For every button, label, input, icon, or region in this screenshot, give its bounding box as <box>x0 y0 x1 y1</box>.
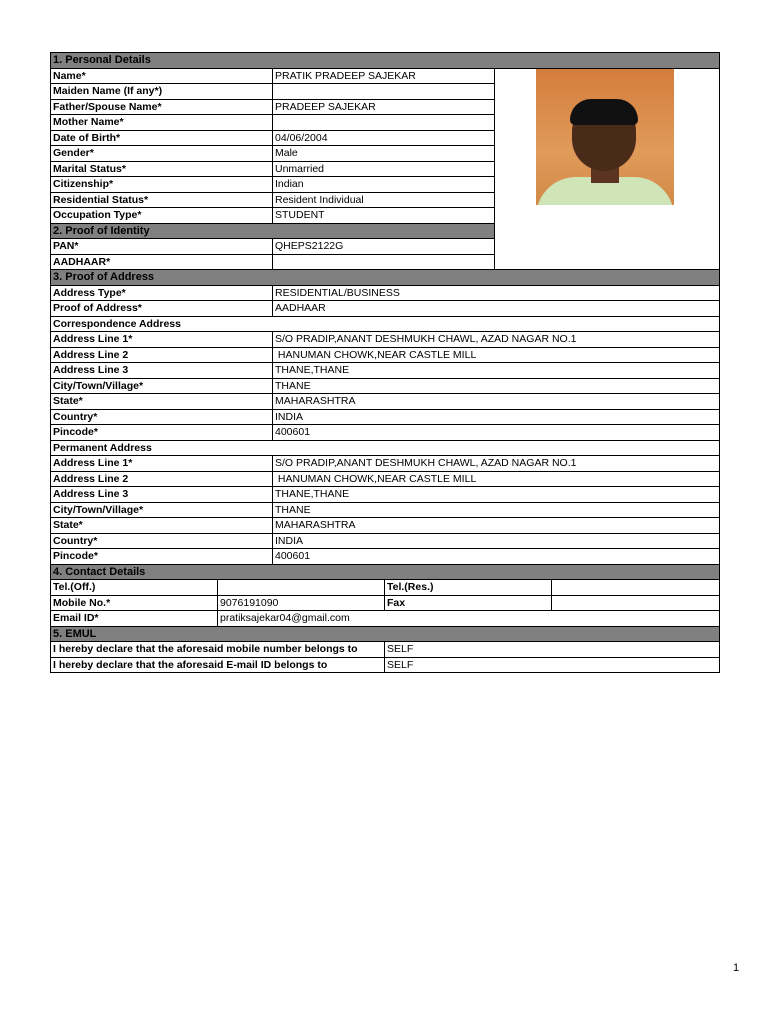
field-value: 400601 <box>273 425 720 441</box>
section-personal-row <box>51 53 720 69</box>
field-label: State* <box>51 394 273 410</box>
field-value <box>218 580 385 596</box>
details-table <box>50 52 720 565</box>
table-row <box>51 518 720 534</box>
table-row <box>51 611 720 627</box>
field-value: THANE <box>273 378 720 394</box>
field-value: SELF <box>385 642 720 658</box>
table-row <box>51 301 720 317</box>
field-value: STUDENT <box>273 208 495 224</box>
table-row <box>51 440 720 456</box>
field-label: Pincode* <box>51 425 273 441</box>
table-row <box>51 347 720 363</box>
field-value: 400601 <box>273 549 720 565</box>
emul-table <box>50 626 720 674</box>
field-value <box>273 84 495 100</box>
table-row <box>51 332 720 348</box>
field-label: City/Town/Village* <box>51 502 273 518</box>
table-row <box>51 68 720 84</box>
field-value: MAHARASHTRA <box>273 394 720 410</box>
field-value: PRADEEP SAJEKAR <box>273 99 495 115</box>
table-row <box>51 363 720 379</box>
field-label: Country* <box>51 409 273 425</box>
table-row <box>51 409 720 425</box>
field-label: Address Line 2 <box>51 347 273 363</box>
field-value: Male <box>273 146 495 162</box>
field-label: Residential Status* <box>51 192 273 208</box>
field-value: Indian <box>273 177 495 193</box>
field-value: S/O PRADIP,ANANT DESHMUKH CHAWL, AZAD NAGAR NO.1 <box>273 456 720 472</box>
table-row <box>51 378 720 394</box>
section-emul-header: 5. EMUL <box>51 626 720 642</box>
field-value: MAHARASHTRA <box>273 518 720 534</box>
field-value: PRATIK PRADEEP SAJEKAR <box>273 68 495 84</box>
table-row <box>51 549 720 565</box>
permanent-address-heading: Permanent Address <box>51 440 720 456</box>
section-personal-header: 1. Personal Details <box>51 53 720 69</box>
field-label: Mother Name* <box>51 115 273 131</box>
field-label: Maiden Name (If any*) <box>51 84 273 100</box>
field-value: 04/06/2004 <box>273 130 495 146</box>
field-label: State* <box>51 518 273 534</box>
field-label: Occupation Type* <box>51 208 273 224</box>
table-row <box>51 595 720 611</box>
field-label: Proof of Address* <box>51 301 273 317</box>
section-address-row <box>51 270 720 286</box>
field-value: INDIA <box>273 533 720 549</box>
field-label: Address Line 3 <box>51 363 273 379</box>
field-value: HANUMAN CHOWK,NEAR CASTLE MILL <box>273 347 720 363</box>
section-address-header: 3. Proof of Address <box>51 270 720 286</box>
field-label: I hereby declare that the aforesaid mobile number belongs to <box>51 642 385 658</box>
field-label: Pincode* <box>51 549 273 565</box>
field-value: RESIDENTIAL/BUSINESS <box>273 285 720 301</box>
table-row <box>51 657 720 673</box>
field-label: Address Line 3 <box>51 487 273 503</box>
field-value: S/O PRADIP,ANANT DESHMUKH CHAWL, AZAD NAGAR NO.1 <box>273 332 720 348</box>
field-label: Address Type* <box>51 285 273 301</box>
table-row <box>51 285 720 301</box>
field-value: THANE <box>273 502 720 518</box>
table-row <box>51 580 720 596</box>
table-row <box>51 502 720 518</box>
field-label: Name* <box>51 68 273 84</box>
field-value: 9076191090 <box>218 595 385 611</box>
table-row <box>51 471 720 487</box>
field-value: AADHAAR <box>273 301 720 317</box>
field-value: SELF <box>385 657 720 673</box>
field-value: INDIA <box>273 409 720 425</box>
field-label: Country* <box>51 533 273 549</box>
field-label: Address Line 1* <box>51 456 273 472</box>
field-label: Fax <box>385 595 552 611</box>
section-contact-header: 4. Contact Details <box>51 564 720 580</box>
field-value: THANE,THANE <box>273 363 720 379</box>
field-value: Resident Individual <box>273 192 495 208</box>
field-value: HANUMAN CHOWK,NEAR CASTLE MILL <box>273 471 720 487</box>
field-value: THANE,THANE <box>273 487 720 503</box>
field-label: Tel.(Res.) <box>385 580 552 596</box>
field-label: Marital Status* <box>51 161 273 177</box>
field-label: Gender* <box>51 146 273 162</box>
field-label: Address Line 1* <box>51 332 273 348</box>
table-row <box>51 642 720 658</box>
field-label: Date of Birth* <box>51 130 273 146</box>
page-number: 1 <box>733 962 740 974</box>
field-label: Citizenship* <box>51 177 273 193</box>
photo-cell <box>495 68 720 270</box>
field-label: I hereby declare that the aforesaid E-mail ID belongs to <box>51 657 385 673</box>
field-label: Address Line 2 <box>51 471 273 487</box>
field-label: Mobile No.* <box>51 595 218 611</box>
field-value <box>552 595 720 611</box>
field-label: Email ID* <box>51 611 218 627</box>
field-value: Unmarried <box>273 161 495 177</box>
table-row <box>51 425 720 441</box>
field-value <box>273 254 495 270</box>
table-row <box>51 316 720 332</box>
section-emul-row <box>51 626 720 642</box>
field-value: QHEPS2122G <box>273 239 495 255</box>
field-label: PAN* <box>51 239 273 255</box>
correspondence-address-heading: Correspondence Address <box>51 316 720 332</box>
field-label: City/Town/Village* <box>51 378 273 394</box>
table-row <box>51 533 720 549</box>
applicant-photo <box>536 69 674 205</box>
section-identity-header: 2. Proof of Identity <box>51 223 495 239</box>
section-contact-row <box>51 564 720 580</box>
field-label: Tel.(Off.) <box>51 580 218 596</box>
kyc-form <box>50 52 719 673</box>
table-row <box>51 456 720 472</box>
field-label: AADHAAR* <box>51 254 273 270</box>
field-label: Father/Spouse Name* <box>51 99 273 115</box>
field-value <box>552 580 720 596</box>
contact-table <box>50 564 720 627</box>
table-row <box>51 487 720 503</box>
field-value: pratiksajekar04@gmail.com <box>218 611 720 627</box>
table-row <box>51 394 720 410</box>
field-value <box>273 115 495 131</box>
